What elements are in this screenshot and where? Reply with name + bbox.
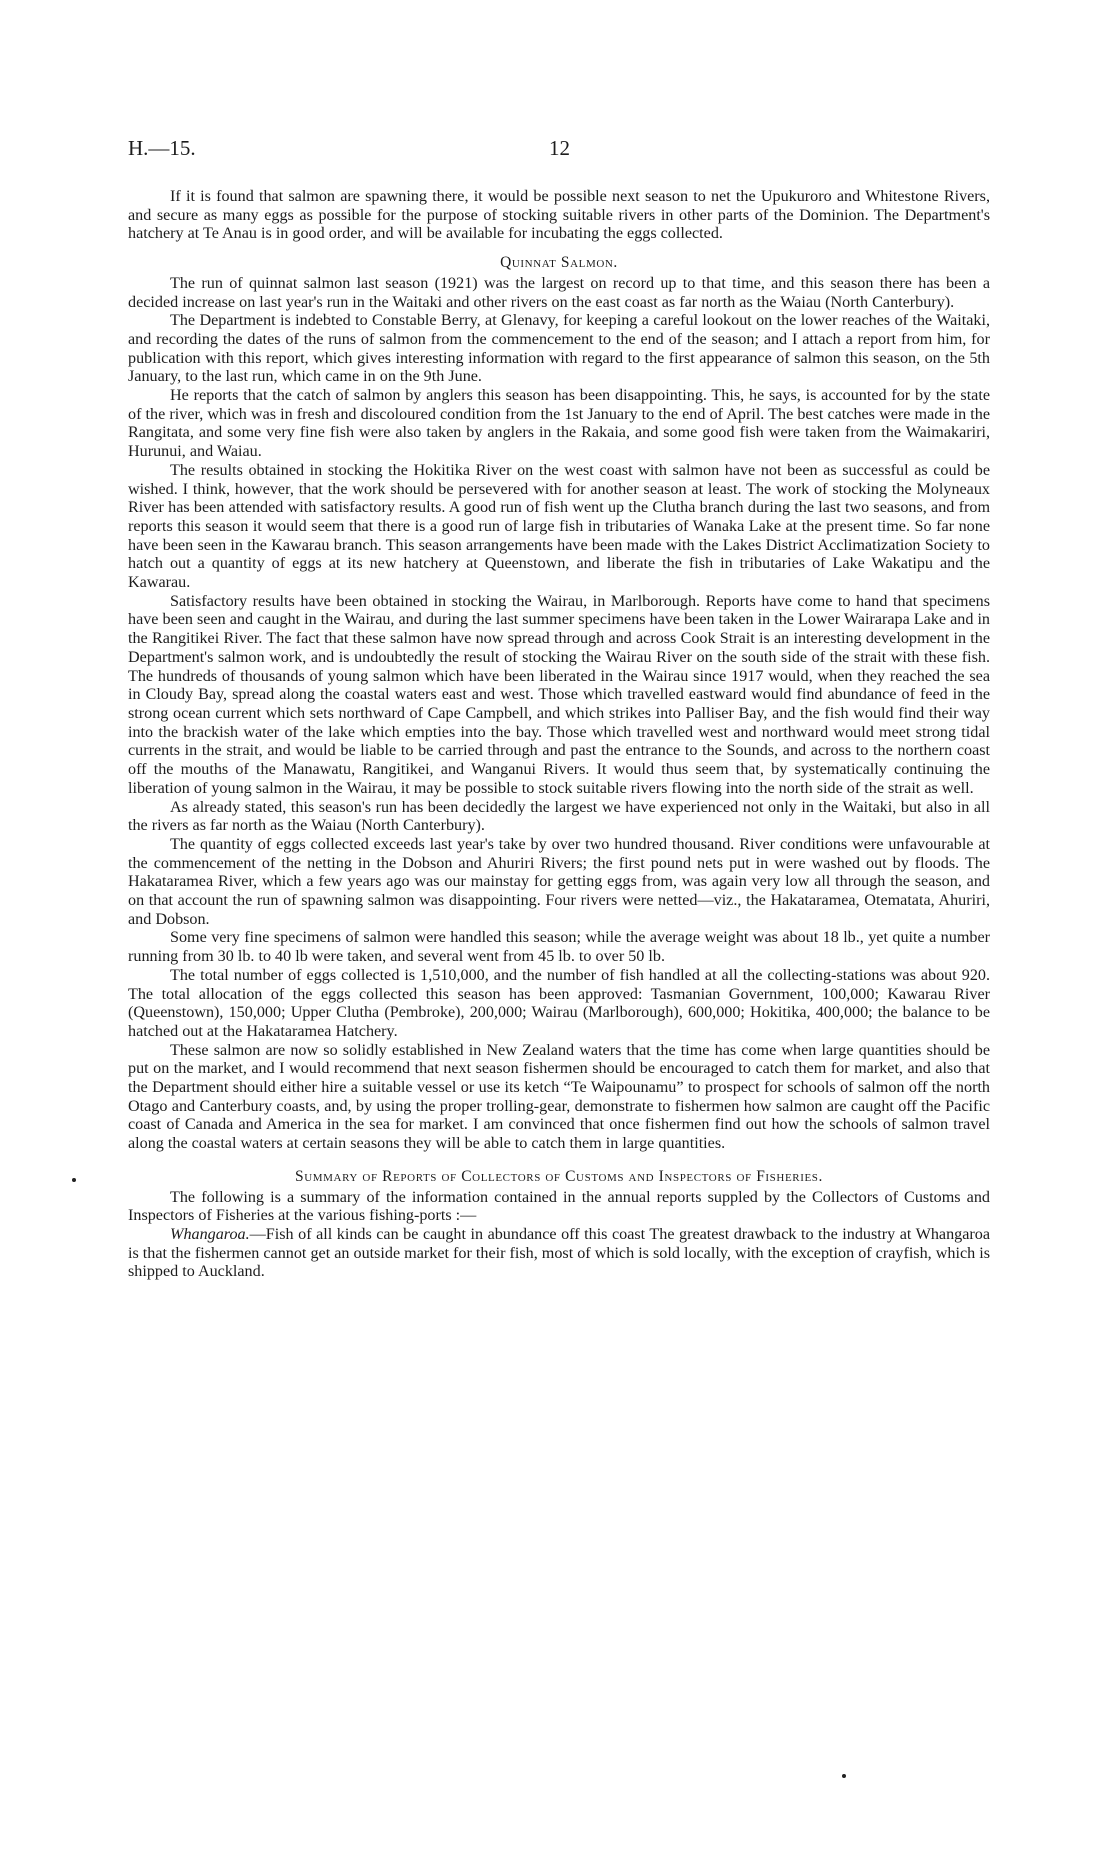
quinnat-paragraph: The Department is indebted to Constable Berry, at Glenavy, for keeping a careful lookout on the lower reaches of the Waitaki, and recording the dates of the runs of salmon from the commencement to the end of the season; and I attach a report from him, for publication with this report, which gives interesting information with regard to the first appearance of salmon this season, on the 5th January, to the last run, which came in on the 9th June. <box>128 312 990 386</box>
quinnat-paragraph: The quantity of eggs collected exceeds last year's take by over two hundred thousand. River conditions were unfavourable at the commencement of the netting in the Dobson and Ahuriri Rivers; the first pound nets put in were washed out by floods. The Hakataramea River, which a few years ago was our mainstay for getting eggs from, was again very low all through the season, and on that account the run of spawning salmon was disappointing. Four rivers were netted—viz., the Hakataramea, Otematata, Ahuriri, and Dobson. <box>128 835 990 928</box>
quinnat-paragraph: Some very fine specimens of salmon were handled this season; while the average weight was about 18 lb., yet quite a number running from 30 lb. to 40 lb were taken, and several went from 45 lb. to over 50 lb. <box>128 929 990 966</box>
quinnat-paragraph: The total number of eggs collected is 1,510,000, and the number of fish handled at all the collecting-stations was about 920. The total allocation of the eggs collected this season has been approved: Tasmanian Government, 100,000; Kawarau River (Queenstown), 150,000; Upper Clutha (Pembroke), 200,000; Wairau (Marlborough), 600,000; Hokitika, 400,000; the balance to be hatched out at the Hakataramea Hatchery. <box>128 966 990 1040</box>
section-heading-quinnat-salmon: Quinnat Salmon. <box>500 254 618 272</box>
page-number: 12 <box>549 136 570 160</box>
page-header <box>128 136 990 166</box>
scan-speck <box>72 1178 76 1182</box>
whangaroa-label: Whangaroa. <box>170 1225 250 1243</box>
scan-speck <box>842 1774 846 1778</box>
quinnat-paragraph: He reports that the catch of salmon by anglers this season has been disappointing. This, he says, is accounted for by the state of the river, which was in fresh and discoloured condition from the 1st January to the end of April. The best catches were made in the Rangitata, and some very fine fish were also taken by anglers in the Rakaia, and some good fish were taken from the Waimakariri, Hurunui, and Waiau. <box>128 387 990 461</box>
quinnat-paragraph: The results obtained in stocking the Hokitika River on the west coast with salmon have not been as successful as could be wished. I think, however, that the work should be persevered with for another season at least. The work of stocking the Molyneaux River has been attended with satisfactory results. A good run of fish went up the Clutha branch during the last two seasons, and from reports this season it would seem that there is a good run of large fish in tributaries of Wanaka Lake at the present time. So far none have been seen in the Kawarau branch. This season arrangements have been made with the Lakes District Acclimatization Society to hatch out a quantity of eggs at its new hatchery at Queenstown, and liberate the fish in tributaries of Lake Wakatipu and the Kawarau. <box>128 461 990 592</box>
intro-paragraph: If it is found that salmon are spawning there, it would be possible next season to net the Upukuroro and Whitestone Rivers, and secure as many eggs as possible for the purpose of stocking suitable rivers in other parts of the Dominion. The Department's hatchery at Te Anau is in good order, and will be available for incubating the eggs collected. <box>128 188 990 243</box>
summary-intro-paragraph: The following is a summary of the information contained in the annual reports suppled by the Collectors of Customs and Inspectors of Fisheries at the various fishing-ports :— <box>128 1188 990 1225</box>
whangaroa-paragraph <box>128 1226 990 1282</box>
body-text <box>128 188 990 1282</box>
quinnat-paragraph: The run of quinnat salmon last season (1921) was the largest on record up to that time, and this season there has been a decided increase on last year's run in the Waitaki and other rivers on the east coast as far north as the Waiau (North Canterbury). <box>128 274 990 311</box>
quinnat-paragraph: These salmon are now so solidly established in New Zealand waters that the time has come when large quantities should be put on the market, and I would recommend that next season fishermen should be encouraged to catch them for market, and also that the Department should either hire a suitable vessel or use its ketch “Te Waipounamu” to prospect for schools of salmon off the north Otago and Canterbury coasts, and, by using the proper trolling-gear, demonstrate to fishermen how salmon are caught off the Pacific coast of Canada and America in the sea for market. I am convinced that once fishermen find out how the schools of salmon travel along the coastal waters at certain seasons they will be able to catch them in large quantities. <box>128 1041 990 1153</box>
quinnat-paragraph: As already stated, this season's run has been decidedly the largest we have experienced not only in the Waitaki, but also in all the rivers as far north as the Waiau (North Canterbury). <box>128 798 990 835</box>
document-reference: H.—15. <box>128 136 196 160</box>
document-page <box>128 136 990 1282</box>
quinnat-paragraph: Satisfactory results have been obtained in stocking the Wairau, in Marlborough. Reports have come to hand that specimens have been seen and caught in the Wairau, and during the last summer specimens have been taken in the Lower Wairarapa Lake and in the Rangitikei River. The fact that these salmon have now spread through and across Cook Strait is an interesting development in the Department's salmon work, and is undoubtedly the result of stocking the Wairau River on the south side of the strait with these fish. The hundreds of thousands of young salmon which have been liberated in the Wairau since 1917 would, when they reached the sea in Cloudy Bay, spread along the coastal waters east and west. Those which travelled eastward would find abundance of feed in the strong ocean current which sets northward of Cape Campbell, and which strikes into Palliser Bay, and the fish would find their way into the brackish water of the lake which empties into the bay. Those which travelled west and northward would meet strong tidal currents in the strait, and would be liable to be carried through and past the entrance to the Sounds, and across to the northern coast off the mouths of the Manawatu, Rangitikei, and Wanganui Rivers. It would thus seem that, by systematically continuing the liberation of young salmon in the Wairau, it may be possible to stock suitable rivers flowing into the north side of the strait as well. <box>128 592 990 797</box>
whangaroa-text: —Fish of all kinds can be caught in abundance off this coast The greatest drawback to the industry at Whangaroa is that the fishermen cannot get an outside market for their fish, most of which is sold locally, with the exception of crayfish, which is shipped to Auckland. <box>128 1225 990 1281</box>
section-heading-summary-of-reports: Summary of Reports of Collectors of Customs and Inspectors of Fisheries. <box>295 1167 823 1185</box>
